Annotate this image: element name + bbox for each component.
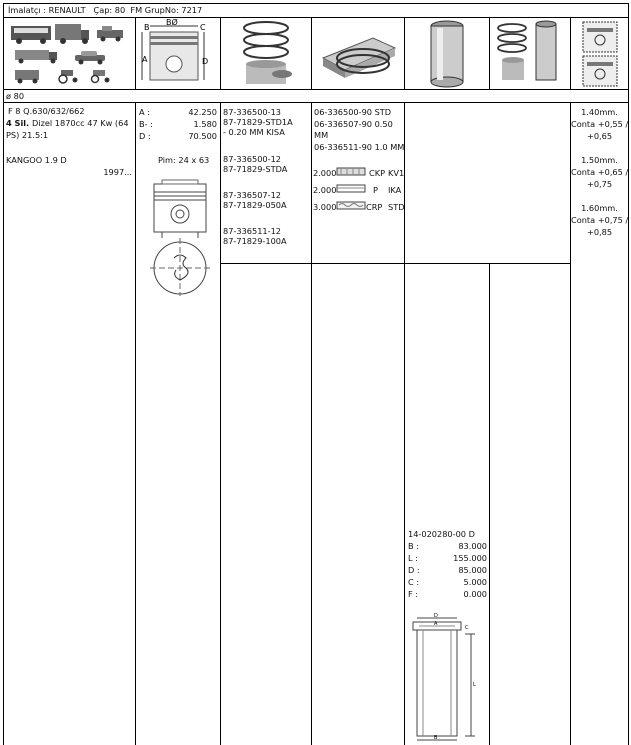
liner-label-d: D	[434, 613, 438, 619]
piston-line: 87-71829-050A	[223, 200, 287, 210]
body-col-5	[489, 263, 490, 745]
piston-liner-kit-icon	[490, 18, 570, 88]
gasket-range: +0,85	[586, 227, 613, 237]
engine-desc-2: PS) 21.5:1	[6, 130, 49, 140]
piston-rings-icon	[222, 18, 310, 88]
liner-row-value: 0.000	[463, 589, 487, 599]
body-col-6	[570, 102, 571, 745]
ring-line-4: 06-336511-90 1.0 MM	[314, 142, 405, 152]
liner-code: 14-020280-00 D	[408, 529, 475, 539]
dim-a-label: A :	[139, 107, 150, 117]
diameter-row-divider	[3, 102, 629, 103]
gasket-range: +0,75	[586, 179, 613, 189]
dim-b-label: B- :	[139, 119, 153, 129]
right-border	[628, 3, 629, 745]
piston-line: 87-71829-STD1A	[223, 117, 293, 127]
left-border	[3, 3, 4, 745]
piston-line: - 0.20 MM KISA	[223, 127, 285, 137]
pin-size: Pim: 24 x 63	[158, 155, 210, 165]
piston-line: 87-71829-100A	[223, 236, 287, 246]
body-col-1	[135, 102, 136, 745]
cylinder-liner-icon	[405, 18, 489, 88]
gasket-range: Conta +0,75 /	[571, 215, 629, 225]
col-divider-2	[220, 17, 221, 89]
piston-line: 87-336507-12	[223, 190, 282, 200]
ring-width: 1.60mm.	[581, 203, 618, 213]
col-divider-1	[135, 17, 136, 89]
ring-profile-ckp	[337, 167, 367, 177]
dim-label-bo: BØ	[166, 18, 178, 27]
piston-dimensions-icon	[138, 20, 218, 90]
ring-set-code: CRP	[366, 202, 383, 212]
ring-line-2: 06-336507-90 0.50	[314, 119, 393, 129]
body-col-3	[311, 102, 312, 745]
liner-row-value: 155.000	[453, 553, 487, 563]
ring-width: 1.40mm.	[581, 107, 618, 117]
diameter-label: ø 80	[6, 91, 25, 101]
liner-label-l: L	[473, 682, 476, 688]
liner-row-label: L :	[408, 553, 418, 563]
dim-label-c: C	[200, 23, 206, 32]
liner-label-c: C	[465, 625, 469, 631]
gasket-range: +0,65	[586, 131, 613, 141]
liner-row-value: 83.000	[458, 541, 487, 551]
pistons-rings-bottom	[220, 263, 570, 264]
ring-line-1: 06-336500-90 STD	[314, 107, 392, 117]
liner-row-value: 5.000	[463, 577, 487, 587]
ring-set-type: IKA	[388, 185, 402, 195]
piston-section-drawing	[140, 178, 220, 298]
liner-row-label: D :	[408, 565, 420, 575]
engine-cylinders: 4 Sil.	[6, 118, 30, 128]
dim-label-a: A	[142, 55, 148, 64]
top-border	[3, 3, 629, 4]
ring-set-code: CKP	[369, 168, 386, 178]
dim-d-label: D :	[139, 131, 151, 141]
engine-desc-1: Dizel 1870cc 47 Kw (64	[32, 118, 129, 128]
piston-icon	[313, 18, 403, 88]
ring-set-weight: 2.000	[313, 185, 337, 195]
dim-label-b: B	[144, 23, 150, 32]
ring-set-code: P	[373, 185, 378, 195]
liner-row-label: F :	[408, 589, 419, 599]
piston-line: 87-336500-13	[223, 107, 282, 117]
liner-row-label: C :	[408, 577, 420, 587]
liner-label-b: B	[434, 735, 438, 741]
liner-row-label: B :	[408, 541, 419, 551]
dim-label-d: D	[202, 57, 209, 66]
vehicles-icon	[5, 18, 135, 88]
body-col-4	[404, 102, 405, 745]
dim-d-value: 70.500	[188, 131, 217, 141]
icon-row-divider	[3, 89, 629, 90]
dim-b-value: 1.580	[193, 119, 217, 129]
liner-label-a: A	[434, 621, 438, 627]
ring-profile-crp	[337, 201, 367, 211]
ring-profile-p	[337, 184, 367, 194]
body-col-2	[220, 102, 221, 745]
gasket-range: Conta +0,55 /	[571, 119, 629, 129]
ring-set-type: KV1	[388, 168, 405, 178]
ring-width: 1.50mm.	[581, 155, 618, 165]
ring-set-weight: 2.000	[313, 168, 337, 178]
gasket-range: Conta +0,65 /	[571, 167, 629, 177]
ring-line-3: MM	[314, 130, 329, 140]
model-year: 1997...	[103, 167, 132, 177]
manufacturer-header: İmalatçı : RENAULT Çap: 80 FM GrupNo: 7217	[8, 5, 203, 15]
liner-row-value: 85.000	[458, 565, 487, 575]
piston-line: 87-336500-12	[223, 154, 282, 164]
piston-line: 87-336511-12	[223, 226, 282, 236]
col-divider-3	[311, 17, 312, 89]
ring-set-weight: 3.000	[313, 202, 337, 212]
dim-a-value: 42.250	[188, 107, 217, 117]
liner-drawing	[407, 612, 487, 742]
ring-set-type: STD	[388, 202, 405, 212]
ring-set-icon	[571, 18, 629, 88]
vehicle-model: KANGOO 1.9 D	[6, 155, 67, 165]
engine-code: F 8 Q.630/632/662	[8, 106, 85, 116]
piston-line: 87-71829-STDA	[223, 164, 288, 174]
